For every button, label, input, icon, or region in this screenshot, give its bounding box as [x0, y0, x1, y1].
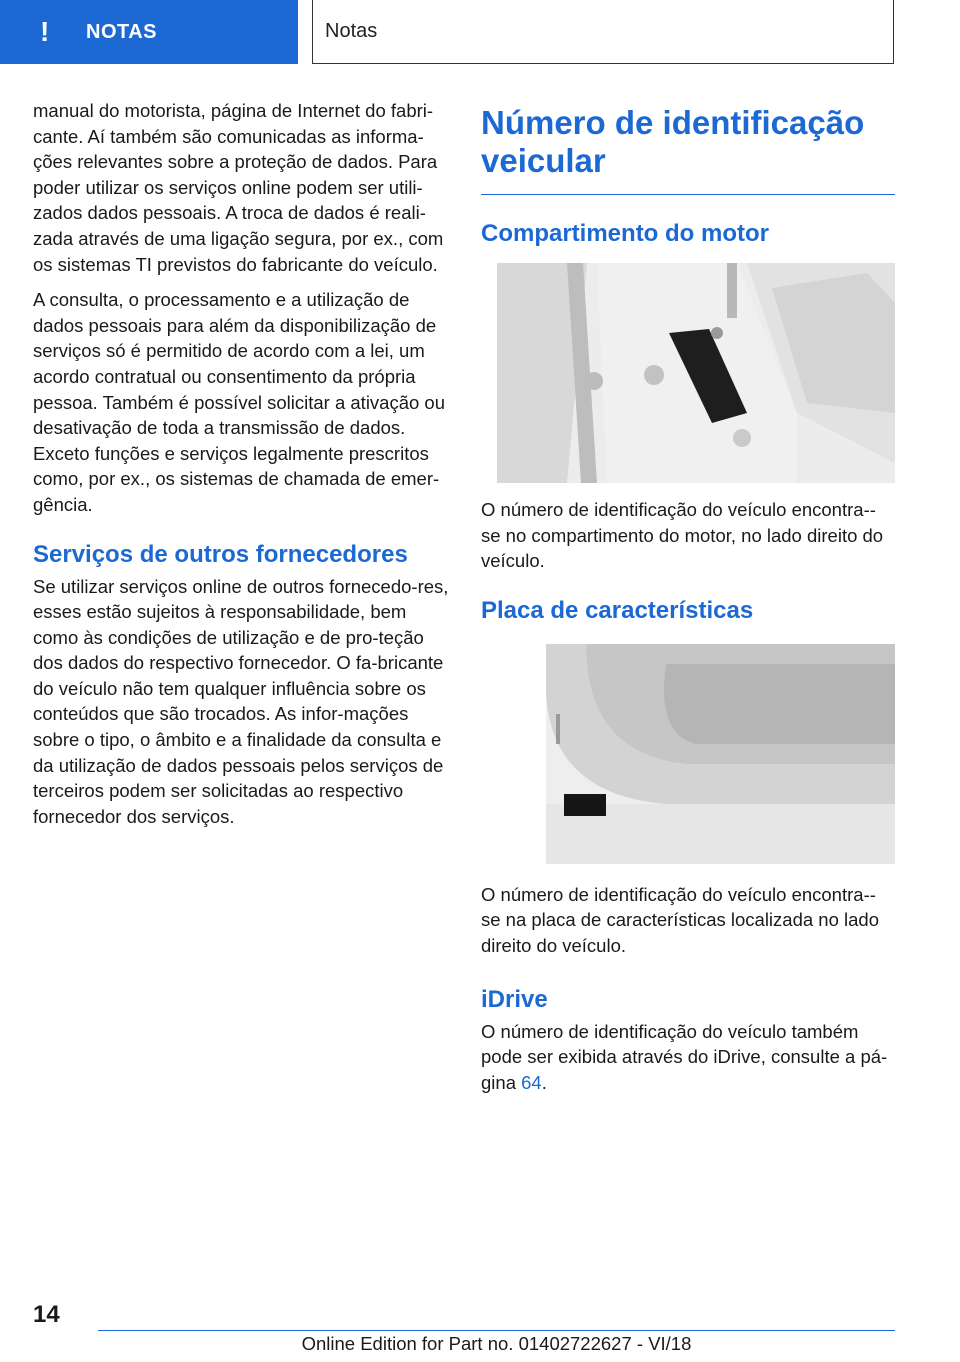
- section-tab-label: NOTAS: [86, 20, 158, 43]
- door-sill-plate-image: [546, 644, 895, 864]
- right-column: [481, 98, 895, 1105]
- paragraph: manual do motorista, página de Internet do fabri-cante. Aí também são comunicadas as informa-ções relevantes sobre a proteção de dados. Para poder utilizar os serviços online podem ser utili-zados dados pessoais. A troca de dados é reali-zada através de uma ligação segura, por ex., com os sistemas TI previstos do fabricante do veículo.: [33, 100, 444, 275]
- left-column: [33, 98, 449, 839]
- chapter-tab-label: Notas: [325, 20, 378, 42]
- footer: [98, 1333, 895, 1355]
- paragraph: A consulta, o processamento e a utilização de dados pessoais para além da disponibilização de serviços só é permitido de acordo com a lei, um acordo contratual ou consentimento da própria pessoa. Também é possível solicitar a ativação ou desativação de toda a transmissão de dados. Exceto funções e serviços legalmente prescritos como, por ex., os sistemas de chamada de emer-gência.: [33, 289, 446, 515]
- section-heading: Compartimento do motor: [481, 220, 769, 247]
- section-heading: Serviços de outros fornecedores: [33, 540, 408, 568]
- section-tab: [0, 0, 298, 64]
- paragraph-text: O número de identificação do veículo também pode ser exibida através do iDrive, consulte a pá-gina: [481, 1020, 888, 1093]
- edition-text: Online Edition for Part no. 01402722627 - VI/18: [301, 1333, 692, 1354]
- section-heading: iDrive: [481, 985, 548, 1013]
- title-divider: [481, 194, 895, 195]
- page-title: Número de identificação veicular: [481, 104, 865, 179]
- page-link[interactable]: 64: [521, 1071, 542, 1093]
- paragraph-text-end: .: [541, 1071, 547, 1093]
- engine-compartment-image: [497, 263, 895, 483]
- chapter-tab: [312, 0, 894, 64]
- page-number: 14: [33, 1301, 60, 1328]
- paragraph: Se utilizar serviços online de outros fornecedo-res, esses estão sujeitos à responsabilidade, bem como às condições de utilização e de pro-teção dos dados do respectivo fornecedor. O fa-bricante do veículo não tem qualquer influência sobre os conteúdos que são trocados. As infor-mações sobre o tipo, o âmbito e a finalidade da consulta e da utilização de dados pessoais pelos serviços de terceiros podem ser solicitadas ao respectivo fornecedor dos serviços.: [33, 575, 449, 827]
- paragraph: O número de identificação do veículo encontra--se no compartimento do motor, no lado direito do veículo.: [481, 499, 884, 572]
- section-heading: Placa de características: [481, 596, 754, 624]
- exclamation-icon: !: [40, 16, 50, 47]
- footer-divider: [98, 1330, 895, 1331]
- paragraph: O número de identificação do veículo encontra--se na placa de características localizada no lado direito do veículo.: [481, 883, 879, 956]
- paragraph: [481, 1019, 895, 1096]
